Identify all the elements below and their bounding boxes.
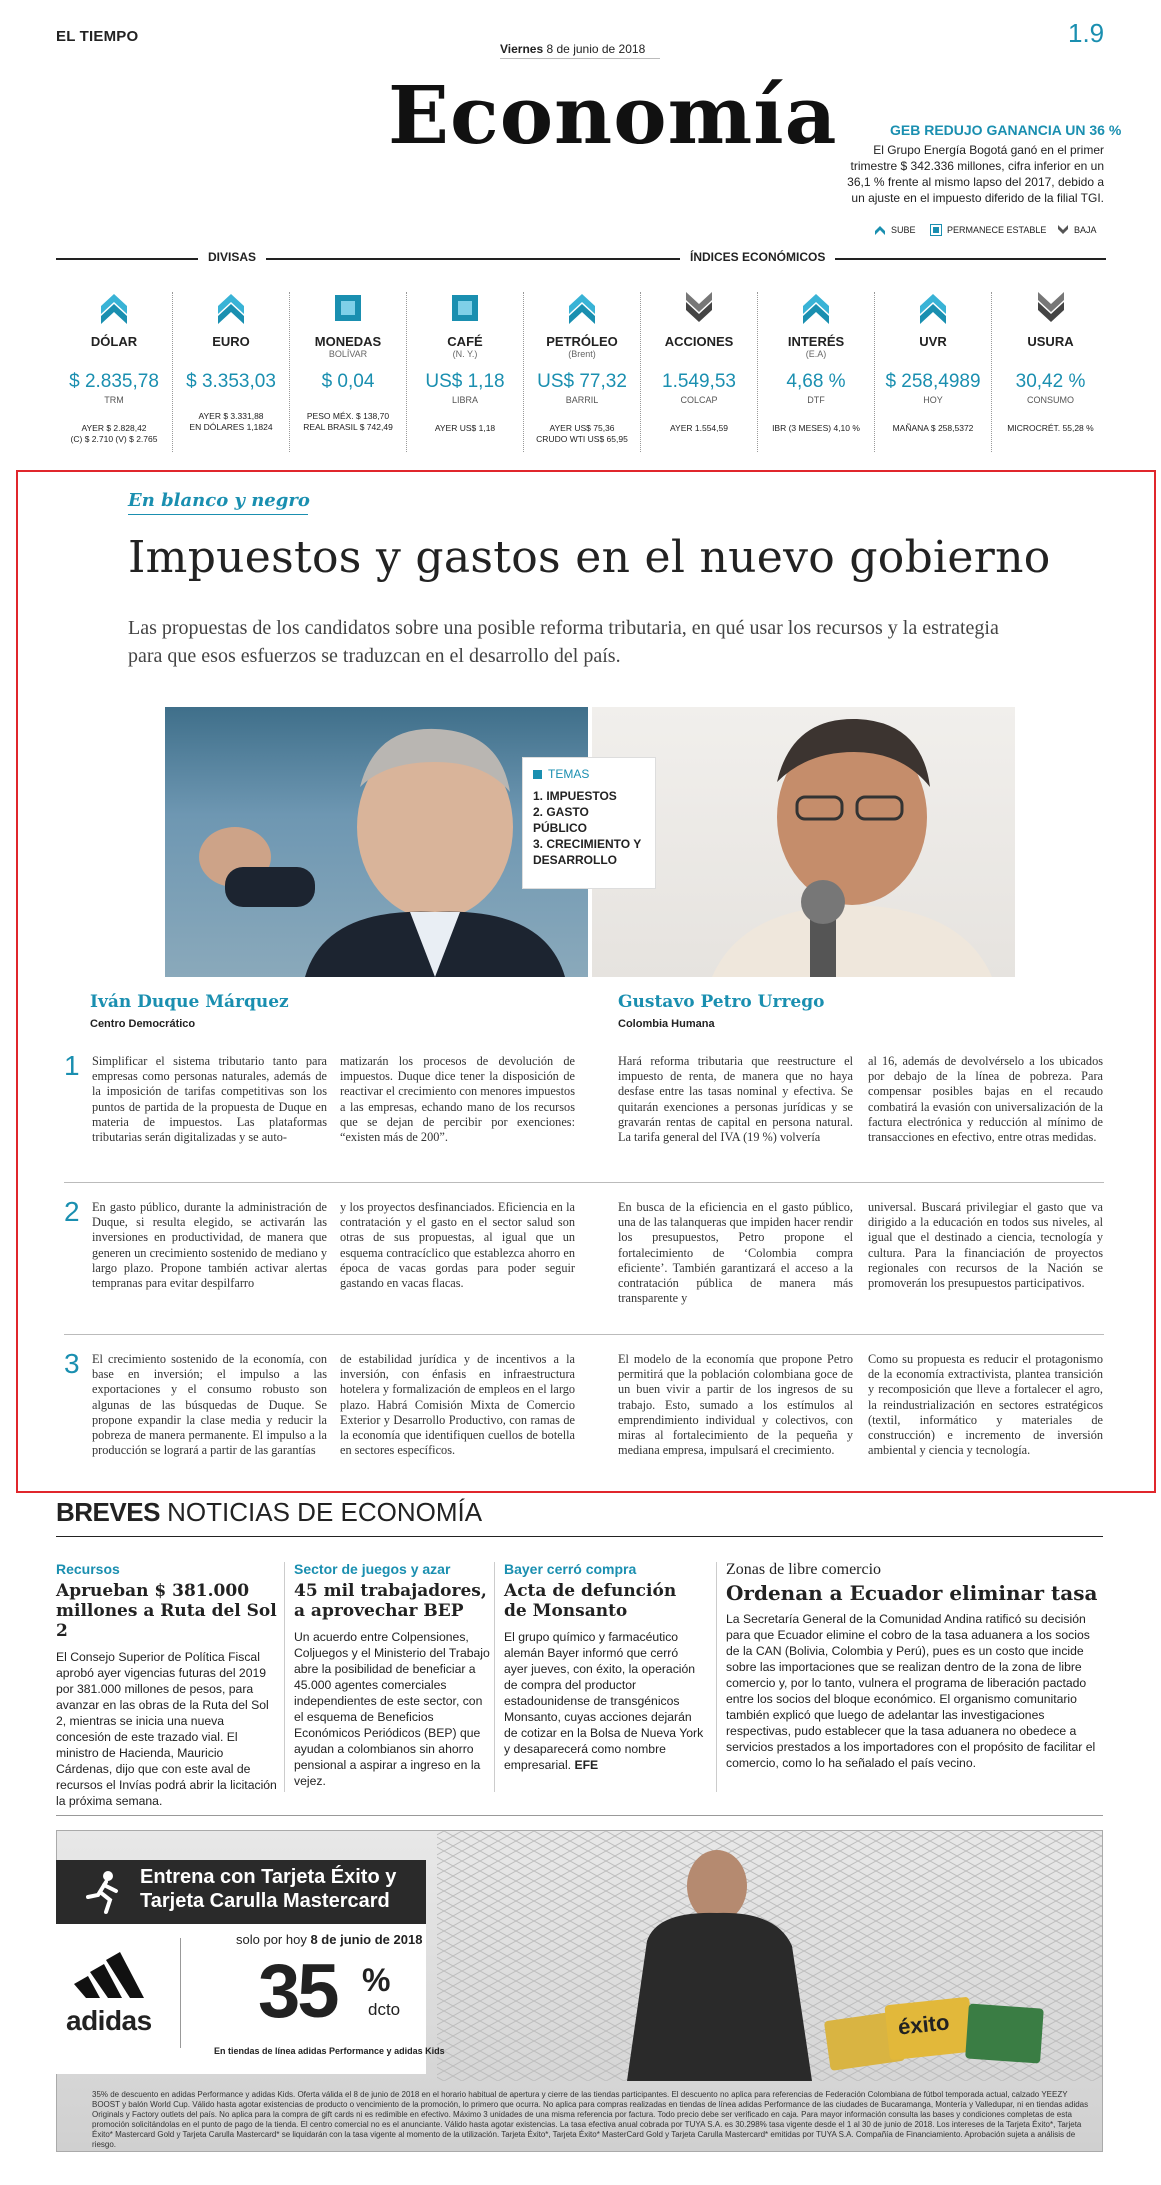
indicator-dólar xyxy=(56,292,173,452)
legend-stable-label: PERMANECE ESTABLE xyxy=(947,225,1047,235)
legend-stable xyxy=(930,224,1046,236)
indicator-name: ACCIONES xyxy=(664,334,734,349)
indicator-café xyxy=(407,292,524,452)
date-rest: 8 de junio de 2018 xyxy=(546,42,646,56)
indicator-sub: (Brent) xyxy=(568,349,596,359)
proposal-text: y los proyectos desfinanciados. Eficiencia en la contratación y el gasto en el sector salud son otras de sus propuestas, al igual que un esquema contracíclico que establezca ahorro en época de vacas gordas para poder seguir gastando en vacas flacas. xyxy=(340,1200,575,1291)
legend-up xyxy=(874,224,916,236)
breves-title xyxy=(56,1497,482,1528)
indicator-prev-1: AYER $ 2.828,42 xyxy=(81,423,147,433)
indicator-prev xyxy=(407,423,523,434)
brief-headline: Ordenan a Ecuador eliminar tasa xyxy=(726,1581,1098,1605)
proposal-divider xyxy=(64,1334,1104,1335)
brief-body-text: Un acuerdo entre Colpensiones, Coljuegos y el Ministerio del Trabajo abre la posibilidad de beneficiar a 45.000 agentes comerciales independientes de este sector, con el esquema de Beneficios Económicos Periódicos (BEP) que ayudan a colombianos sin ahorro pensional a aspirar a ingreso en la vejez. xyxy=(294,1630,490,1788)
indicator-prev xyxy=(758,423,874,434)
proposal-text: universal. Buscará privilegiar el gasto que va dirigido a la educación en todos sus niveles, al igual que el destinado a ciencia, tecnología y cultura. Para la financiación de proyectos regionales con recursos de la Nación se promoverán los presupuestos participativos. xyxy=(868,1200,1103,1291)
brief-body xyxy=(294,1629,490,1789)
brief-category: Sector de juegos y azar xyxy=(294,1561,451,1577)
newspaper-brand: EL TIEMPO xyxy=(56,28,139,45)
tema-item: 1. IMPUESTOS xyxy=(533,789,617,803)
indicator-prev-2: EN DÓLARES 1,1824 xyxy=(189,422,273,432)
indicator-name: DÓLAR xyxy=(90,334,138,349)
brief-column-divider xyxy=(716,1562,717,1792)
stable-square-icon xyxy=(450,292,480,324)
brief-body-text: El Consejo Superior de Política Fiscal aprobó ayer vigencias futuras del 2019 por 381.000 millones de pesos, para avanzar en las obras de la Ruta del Sol 2, mientras se inicia una nueva concesión de este trazado vial. El ministro de Hacienda, Mauricio Cárdenas, dijo que con este aval de recursos el Invías podrá abrir la licitación la próxima semana. xyxy=(56,1650,277,1808)
indicator-sub: (N. Y.) xyxy=(452,349,478,359)
section-title: Economía xyxy=(388,68,838,162)
indicator-prev xyxy=(173,411,289,433)
indicator-prev-2: CRUDO WTI US$ 65,95 xyxy=(536,434,628,444)
indicator-prev-1: AYER $ 3.331,88 xyxy=(198,411,264,421)
candidate-left-name: Iván Duque Márquez xyxy=(90,992,289,1012)
indicator-prev-1: AYER US$ 75,36 xyxy=(549,423,615,433)
runner-icon xyxy=(78,1867,128,1917)
date-day: Viernes xyxy=(500,42,544,56)
stable-square-icon xyxy=(930,224,942,236)
indicator-prev-2: MICROCRÉT. 55,28 % xyxy=(1007,423,1094,433)
indicator-value: 30,42 % xyxy=(1015,371,1086,392)
indicator-prev xyxy=(56,423,172,445)
temas-box xyxy=(522,757,656,889)
indicator-prev-2: IBR (3 MESES) 4,10 % xyxy=(772,423,860,433)
up-arrow-icon xyxy=(918,292,948,324)
ad-promo-line xyxy=(236,1932,422,1947)
indicator-name: INTERÉS xyxy=(787,334,845,349)
candidate-right-name: Gustavo Petro Urrego xyxy=(618,992,825,1012)
geb-brief-body: El Grupo Energía Bogotá ganó en el primer trimestre $ 342.336 millones, cifra inferior en un 36,1 % frente al mismo lapso del 2017, debido a un ajuste en el impuesto diferido de la filial TGI. xyxy=(847,143,1104,205)
adidas-wordmark: adidas xyxy=(66,2005,152,2036)
proposal-divider xyxy=(64,1182,1104,1183)
down-arrow-icon xyxy=(684,292,714,324)
indicator-sub xyxy=(875,349,991,361)
tema-item: 3. CRECIMIENTO Y DESARROLLO xyxy=(533,837,642,867)
indicator-value: $ 0,04 xyxy=(321,371,375,392)
feature-kicker: En blanco y negro xyxy=(128,490,310,511)
brief-signature: EFE xyxy=(574,1758,599,1772)
indicator-value: $ 3.353,03 xyxy=(186,371,276,392)
indicator-prev-2: (C) $ 2.710 (V) $ 2.765 xyxy=(70,434,158,444)
exito-card-logo: éxito xyxy=(896,2009,951,2040)
temas-label-text: TEMAS xyxy=(548,767,590,781)
brief-headline: Aprueban $ 381.000 millones a Ruta del Sol 2 xyxy=(56,1581,277,1641)
indicator-value: 4,68 % xyxy=(786,371,846,392)
indicator-sub: (E.A) xyxy=(805,349,827,359)
square-bullet-icon xyxy=(533,770,542,779)
indicator-name: USURA xyxy=(1027,334,1074,349)
indicator-prev-2: MAÑANA $ 258,5372 xyxy=(892,423,974,433)
up-arrow-icon xyxy=(874,224,886,236)
brief-category: Zonas de libre comercio xyxy=(726,1561,882,1578)
brief-category: Bayer cerró compra xyxy=(504,1561,637,1577)
indicator-name: PETRÓLEO xyxy=(546,334,618,349)
ad-dcto: dcto xyxy=(368,2000,401,2019)
indicator-prev-2: REAL BRASIL $ 742,49 xyxy=(303,422,393,432)
indicator-unit: TRM xyxy=(104,395,124,405)
ad-title-line-2: Tarjeta Carulla Mastercard xyxy=(140,1890,390,1912)
legend-up-label: SUBE xyxy=(891,225,916,235)
page-number: 1.9 xyxy=(1068,18,1105,48)
ad-top-rule xyxy=(56,1815,1103,1816)
indicator-prev xyxy=(875,423,991,434)
up-arrow-icon xyxy=(567,292,597,324)
breves-title-rest: NOTICIAS DE ECONOMÍA xyxy=(167,1497,483,1527)
proposal-text: El modelo de la economía que propone Petro permitirá que la población colombiana goce de un buen vivir a partir de los ingresos de su trabajo. Esto, sumado a los estímulos al emprendimiento individual y colectivos, con miras al fortalecimiento de la pequeña y mediana empresa, impulsará el crecimiento. xyxy=(618,1352,853,1458)
indicator-euro xyxy=(173,292,290,452)
indicator-unit: DTF xyxy=(807,395,825,405)
ad-promo-pre: solo por hoy xyxy=(236,1932,307,1947)
brief-headline: 45 mil trabajadores, a aprovechar BEP xyxy=(294,1581,487,1621)
legend-down xyxy=(1057,224,1097,236)
ad-fine-print: 35% de descuento en adidas Performance y adidas Kids. Oferta válida el 8 de junio de 2018 en el horario habitual de apertura y cierre de las tiendas participantes. El descuento no aplica para referencias de Federación Colombiana de fútbol temporada actual, calzado YEEZY BOOST y balón World Cup. Válido hasta agotar existencias de producto o vencimiento de la promoción, lo primero que ocurra. No aplica para compras realizadas en tiendas de línea adidas Performance de las ciudades de Bucaramanga, Montería y Valledupar, ni en tiendas adidas Originals y Factory outlets del país. No aplica para la compra de gift cards ni es redimible en efectivo. Máximo 3 unidades de una misma referencia por factura. Todo precio debe ser verificado en caja. Para mayor información consulta las bases y condiciones completas de esta promoción solicitándolas en el punto de pago de la tienda. El centro comercial no es el anunciante. Válido hasta agotar existencias. La tasa efectiva anual cobrada por TUYA S.A. es 30.298% tasa vigente desde el 1 al 30 de junio de 2018. Los intereses de la Tarjeta Éxito*, Tarjeta Éxito* Mastercard Gold y Tarjeta Carulla Mastercard* se liquidarán con la tasa vigente al momento de la utilización. Tarjeta Éxito*, Tarjeta Éxito* MasterCard Gold y Tarjeta Carulla Mastercard* emitidas por TUYA S.A. Compañía de Financiamiento. Aprobación sujeta a análisis de riesgo. xyxy=(92,2090,1089,2149)
brief-headline: Acta de defunción de Monsanto xyxy=(504,1581,677,1621)
geb-brief-title: GEB REDUJO GANANCIA UN 36 % xyxy=(890,122,1122,138)
ad-promo-date: 8 de junio de 2018 xyxy=(310,1932,423,1947)
indicator-prev-2: AYER 1.554,59 xyxy=(670,423,728,433)
ad-discount: 35 xyxy=(258,1949,337,2034)
adidas-stripes-icon xyxy=(66,1948,170,1998)
proposal-text: En gasto público, durante la administración de Duque, si resulta elegido, se activarán las inversiones en productividad, de manera que generen un crecimiento sostenido de mediano y largo plazo. Propone también activar alertas tempranas para evitar despilfarro xyxy=(92,1200,327,1291)
breves-title-bold: BREVES xyxy=(56,1497,160,1527)
indicator-value: $ 2.835,78 xyxy=(69,371,159,392)
ad-title xyxy=(140,1865,396,1913)
indicator-unit: COLCAP xyxy=(680,395,718,405)
brief-category: Recursos xyxy=(56,1561,120,1577)
indicator-value: 1.549,53 xyxy=(662,371,736,392)
brief-body xyxy=(56,1649,280,1809)
ad-divider xyxy=(180,1938,181,2048)
indicator-value: US$ 1,18 xyxy=(425,371,505,392)
brief-body-text: El grupo químico y farmacéutico alemán Bayer informó que cerró ayer jueves, con éxito, la operación de compra del productor estadounidense de transgénicos Monsanto, cuyas acciones dejarán de cotizar en la Bolsa de Nueva York y desaparecerá como nombre empresarial. xyxy=(504,1630,704,1772)
indicator-unit: BARRIL xyxy=(565,395,599,405)
indicator-sub xyxy=(56,349,172,361)
proposal-text: En busca de la eficiencia en el gasto público, una de las talanqueras que impiden hacer rendir los presupuestos, Petro propone el fortalecimiento de ‘Colombia compra eficiente’. También garantizará el acceso a la contratación pública de manera más transparente y xyxy=(618,1200,853,1306)
tema-item: 2. GASTO PÚBLICO xyxy=(533,805,589,835)
proposal-text: Simplificar el sistema tributario tanto para empresas como personas naturales, además de la imposición de tarifas competitivas son los puntos de partida de la propuesta de Duque en materia de impuestos. Las plataformas tributarias serán digitalizadas y se auto- xyxy=(92,1054,327,1145)
proposal-text: El crecimiento sostenido de la economía, con base en inversión; el impulso a las exportaciones y el consumo robusto son algunas de las búsquedas de Duque. Se propone expandir la clase media y reducir la pobreza de manera permanente. El impulso a la producción se logrará a partir de las garantías xyxy=(92,1352,327,1458)
indicator-prev-1: PESO MÉX. $ 138,70 xyxy=(306,411,390,421)
proposal-number: 1 xyxy=(64,1050,80,1081)
indicator-value: $ 258,4989 xyxy=(885,371,981,392)
down-arrow-icon xyxy=(1036,292,1066,324)
ad-percent-sign: % xyxy=(362,1962,391,1998)
indicator-uvr xyxy=(875,292,992,452)
indicator-name: MONEDAS xyxy=(314,334,382,349)
indicator-sub xyxy=(641,349,757,361)
brief-body xyxy=(726,1611,1104,1771)
indicator-sub: BOLÍVAR xyxy=(328,349,368,359)
divisas-header: DIVISAS xyxy=(198,250,266,264)
proposal-number: 2 xyxy=(64,1196,80,1227)
brief-item xyxy=(726,1561,1104,1771)
brief-body xyxy=(504,1629,704,1773)
indicator-sub xyxy=(992,349,1109,361)
proposal-text: al 16, además de devolvérselo a los ubicados por debajo de la línea de pobreza. Para compensar posibles bajas en el recaudo combatirá la evasión con universalización de la factura electrónica y reducción al mínimo de transacciones en efectivo, entre otras medidas. xyxy=(868,1054,1103,1145)
indicator-unit: CONSUMO xyxy=(1027,395,1074,405)
indicator-name: UVR xyxy=(919,334,947,349)
indicator-interés xyxy=(758,292,875,452)
indicator-prev-2: AYER US$ 1,18 xyxy=(434,423,496,433)
up-arrow-icon xyxy=(216,292,246,324)
indicator-prev xyxy=(641,423,757,434)
proposal-text: de estabilidad jurídica y de incentivos a la inversión, con énfasis en infraestructura hotelera y formalización de empleos en el largo plazo. Habrá Comisión Mixta de Comercio Exterior y Desarrollo Productivo, con ramas de la economía que identifiquen cuellos de botella en sectores específicos. xyxy=(340,1352,575,1458)
ad-title-line-1: Entrena con Tarjeta Éxito y xyxy=(140,1866,397,1888)
indicator-monedas xyxy=(290,292,407,452)
brief-item xyxy=(504,1561,704,1773)
up-arrow-icon xyxy=(801,292,831,324)
kicker-underline xyxy=(128,514,308,515)
indicator-petróleo xyxy=(524,292,641,452)
indicator-unit: LIBRA xyxy=(451,395,478,405)
ad-where: En tiendas de línea adidas Performance y adidas Kids xyxy=(214,2046,445,2056)
proposal-text: Hará reforma tributaria que reestructure el impuesto de renta, de manera que no haya desfase entre las tasas nominal y efectiva. Se quitarán exenciones a personas jurídicas y se gravarán rentas de capital en persona natural. La tarifa general del IVA (19 %) volvería xyxy=(618,1054,853,1145)
legend-down-label: BAJA xyxy=(1074,225,1097,235)
stable-square-icon xyxy=(333,292,363,324)
down-arrow-icon xyxy=(1057,224,1069,236)
breves-rule xyxy=(56,1536,1103,1537)
indicator-name: CAFÉ xyxy=(447,334,483,349)
proposal-text: matizarán los procesos de devolución de impuestos. Duque dice tener la disposición de reactivar el crecimiento con menores impuestos a las empresas, echando mano de los recursos que se dejan de percibir por exenciones: “existen más de 200”. xyxy=(340,1054,575,1145)
indices-header: ÍNDICES ECONÓMICOS xyxy=(680,250,835,264)
brief-column-divider xyxy=(284,1562,285,1792)
candidate-left-party: Centro Democrático xyxy=(90,1018,196,1030)
feature-deck: Las propuestas de los candidatos sobre una posible reforma tributaria, en qué usar los recursos y la estrategia para que esos esfuerzos se traduzcan en el desarrollo del país. xyxy=(128,617,999,667)
brief-item xyxy=(294,1561,490,1789)
candidate-right-party: Colombia Humana xyxy=(618,1018,715,1030)
indicator-name: EURO xyxy=(212,334,250,349)
up-arrow-icon xyxy=(99,292,129,324)
date-rule xyxy=(500,58,660,59)
indicator-prev xyxy=(992,423,1109,434)
brief-body-text: La Secretaría General de la Comunidad Andina ratificó su decisión para que Ecuador elimine el cobro de la tasa aduanera a los socios de la CAN (Bolivia, Colombia y Perú), pues es un costo que incide sobre las importaciones que se realizan dentro de la zona de libre comercio y, por lo tanto, vulnera el programa de liberación pactado entre los socios del bloque económico. El organismo comunitario también explicó que luego de adelantar las investigaciones respectivas, pudo establecer que la tasa aduanera no obedece a servicios prestados a los importadores con el propósito de facilitar el comercio, como lo ha señalado el país vecino. xyxy=(726,1612,1096,1770)
proposal-text: Como su propuesta es reducir el protagonismo de la economía extractivista, plantea transición y recomposición que lleve a fortalecer el agro, la reindustrialización en sectores estratégicos (textil, informático y materiales de construcción) e incremento de inversión ambiental y ciencia y tecnología. xyxy=(868,1352,1103,1458)
proposal-number: 3 xyxy=(64,1348,80,1379)
issue-date xyxy=(500,42,645,56)
brief-column-divider xyxy=(494,1562,495,1792)
indicator-sub xyxy=(173,349,289,361)
indicator-value: US$ 77,32 xyxy=(537,371,627,392)
temas-label xyxy=(533,766,645,782)
indicator-acciones xyxy=(641,292,758,452)
indicator-unit: HOY xyxy=(923,395,943,405)
brief-item xyxy=(56,1561,280,1809)
feature-headline: Impuestos y gastos en el nuevo gobierno xyxy=(128,532,1051,583)
indicator-prev xyxy=(290,411,406,433)
indicator-prev xyxy=(524,423,640,445)
adidas-logo xyxy=(66,1948,170,2037)
indicator-usura xyxy=(992,292,1109,452)
